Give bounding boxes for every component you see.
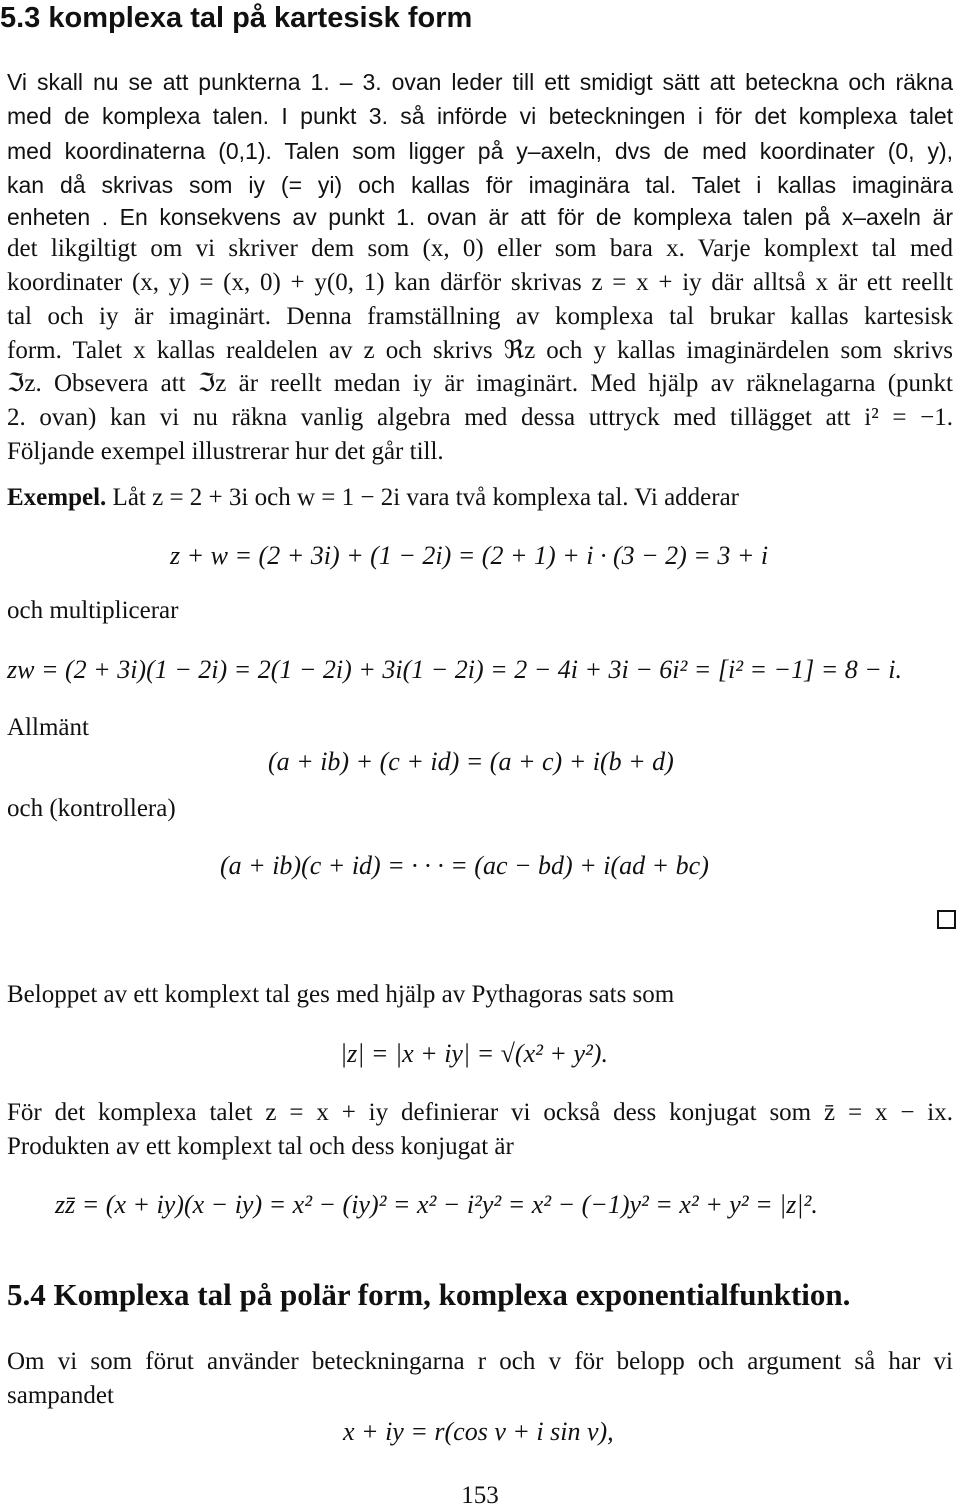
- general-sum-equation: (a + ib) + (c + id) = (a + c) + i(b + d): [268, 747, 674, 776]
- product-equation: zw = (2 + 3i)(1 − 2i) = 2(1 − 2i) + 3i(1 − 2i) = 2 − 4i + 3i − 6i² = [i² = −1] = 8 − i.: [7, 655, 903, 684]
- paragraph-line: koordinater (x, y) = (x, 0) + y(0, 1) kan därför skrivas z = x + iy där alltså x är ett reellt: [7, 269, 953, 296]
- paragraph-line: form. Talet x kallas realdelen av z och skrivs ℜz och y kallas imaginärdelen som skrivs: [7, 337, 953, 364]
- paragraph-line: med koordinaterna (0,1). Talen som ligger på y–axeln, dvs de med koordinater (0, y),: [7, 138, 953, 164]
- conjugate-definition: För det komplexa talet z = x + iy definierar vi också dess konjugat som z̄ = x − ix.: [7, 1099, 953, 1126]
- multiply-text: och multiplicerar: [7, 597, 179, 624]
- paragraph-line: Om vi som förut använder beteckningarna r och v för belopp och argument så har vi: [7, 1348, 953, 1375]
- paragraph-line: enheten . En konsekvens av punkt 1. ovan är att för de komplexa talen på x–axeln är: [7, 204, 953, 230]
- paragraph-line: det likgiltigt om vi skriver dem som (x, 0) eller som bara x. Varje komplext tal med: [7, 235, 953, 262]
- paragraph-line: med de komplexa talen. I punkt 3. så införde vi beteckningen i för det komplexa talet: [7, 103, 953, 129]
- sum-equation: z + w = (2 + 3i) + (1 − 2i) = (2 + 1) + i · (3 − 2) = 3 + i: [170, 541, 769, 570]
- paragraph-line: sampandet: [7, 1382, 114, 1409]
- paragraph-line: kan då skrivas som iy (= yi) och kallas för imaginära tal. Talet i kallas imaginära: [7, 172, 953, 198]
- paragraph-line: 2. ovan) kan vi nu räkna vanlig algebra med dessa uttryck med tillägget att i² = −1.: [7, 404, 953, 431]
- check-text: och (kontrollera): [7, 795, 176, 822]
- conjugate-product-equation: zz̄ = (x + iy)(x − iy) = x² − (iy)² = x² − i²y² = x² − (−1)y² = x² + y² = |z|².: [55, 1190, 818, 1219]
- section-heading: 5.3 komplexa tal på kartesisk form: [0, 2, 473, 34]
- modulus-equation: |z| = |x + iy| = √(x² + y²).: [340, 1039, 608, 1068]
- end-of-example-box: [937, 910, 956, 929]
- paragraph-line: Vi skall nu se att punkterna 1. – 3. ovan leder till ett smidigt sätt att beteckna och räkna: [7, 69, 953, 95]
- polar-equation: x + iy = r(cos v + i sin v),: [343, 1417, 614, 1446]
- conjugate-product-intro: Produkten av ett komplext tal och dess konjugat är: [7, 1133, 514, 1160]
- example-label: Exempel.: [7, 484, 107, 511]
- paragraph-line: Följande exempel illustrerar hur det går till.: [7, 438, 444, 465]
- paragraph-line: ℑz. Obsevera att ℑz är reellt medan iy är imaginärt. Med hjälp av räknelagarna (punkt: [7, 370, 953, 397]
- section-heading-5-4: 5.4 Komplexa tal på polär form, komplexa exponentialfunktion.: [7, 1277, 851, 1312]
- example-intro: Låt z = 2 + 3i och w = 1 − 2i vara två komplexa tal. Vi adderar: [112, 484, 740, 511]
- paragraph-line: tal och iy är imaginärt. Denna framställning av komplexa tal brukar kallas kartesisk: [7, 303, 953, 330]
- general-text: Allmänt: [7, 714, 89, 741]
- page-number: 153: [461, 1482, 499, 1509]
- example-intro-line: [7, 483, 739, 513]
- modulus-intro: Beloppet av ett komplext tal ges med hjälp av Pythagoras sats som: [7, 981, 675, 1008]
- general-product-equation: (a + ib)(c + id) = · · · = (ac − bd) + i(ad + bc): [220, 851, 709, 880]
